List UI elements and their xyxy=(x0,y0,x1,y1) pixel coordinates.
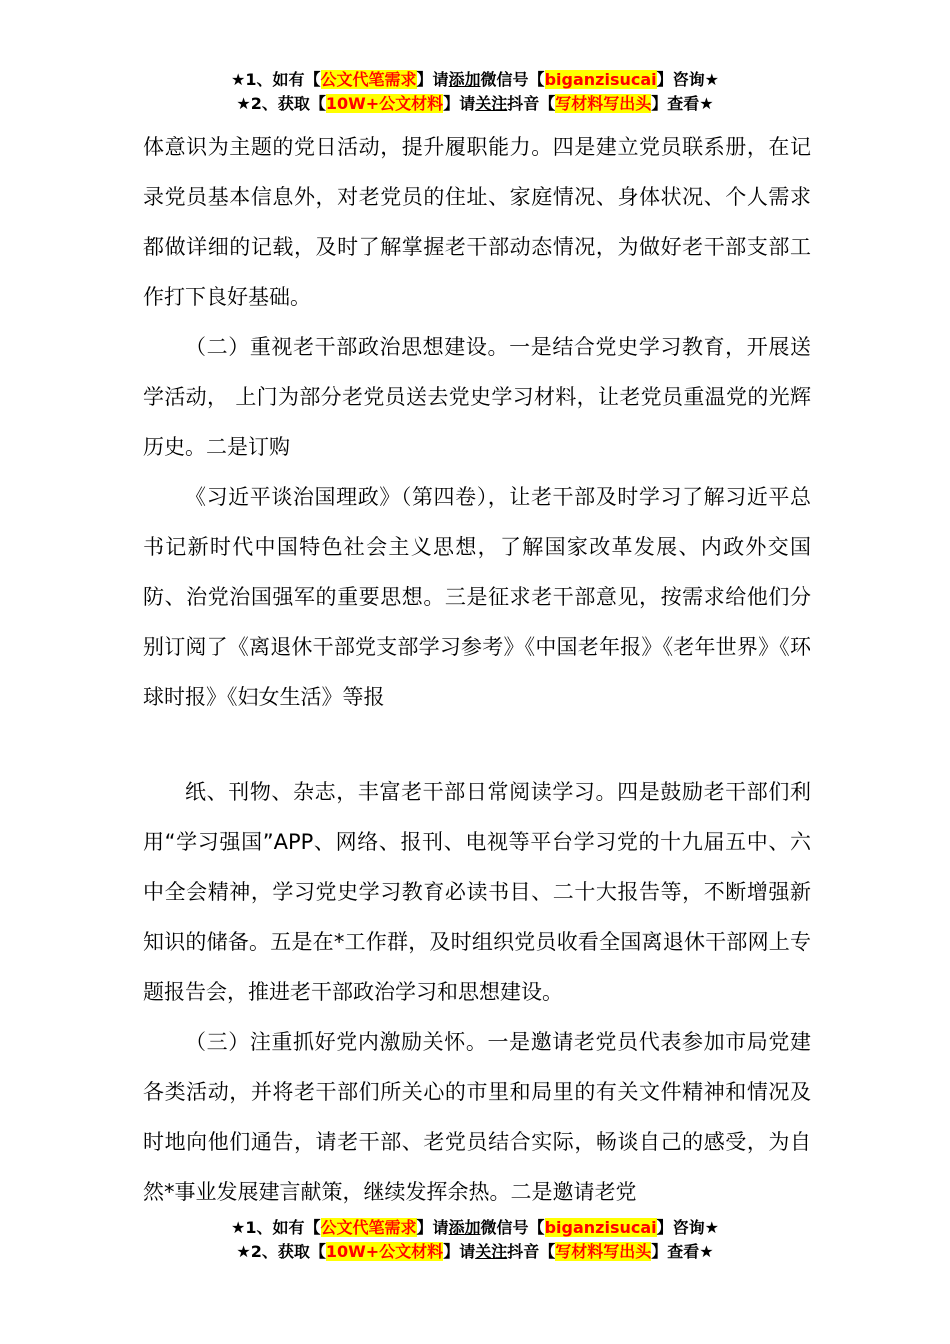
banner-text: 微信号【 xyxy=(480,1218,545,1237)
banner-text: 】查看★ xyxy=(651,1242,714,1261)
banner-text: 】请 xyxy=(416,1218,449,1237)
banner-text: 】查看★ xyxy=(651,94,714,113)
paragraph: （二）重视老干部政治思想建设。一是结合党史学习教育，开展送学活动， 上门为部分老党员送去党史学习材料，让老党员重温党的光辉历史。二是订购 xyxy=(143,335,811,459)
banner-text: ★2、获取【 xyxy=(236,94,326,113)
header-banner xyxy=(0,68,950,116)
banner-text: 微信号【 xyxy=(480,70,545,89)
banner-text: ★2、获取【 xyxy=(236,1242,326,1261)
paragraph: 《习近平谈治国理政》（第四卷），让老干部及时学习了解习近平总书记新时代中国特色社会主义思想，了解国家改革发展、内政外交国防、治党治国强军的重要思想。三是征求老干部意见，按需求给他们分别订阅了《离退休干部党支部学习参考》《中国老年报》《老年世界》《环球时报》《妇女生活》等报 xyxy=(143,485,811,709)
banner-highlight: 公文代笔需求 xyxy=(320,1218,417,1237)
banner-douyin-id: 写材料写出头 xyxy=(555,94,652,113)
banner-line-1 xyxy=(0,1216,950,1240)
paragraph: 体意识为主题的党日活动，提升履职能力。四是建立党员联系册，在记录党员基本信息外，对老党员的住址、家庭情况、身体状况、个人需求都做详细的记载，及时了解掌握老干部动态情况，为做好老干部支部工作打下良好基础。 xyxy=(143,135,811,309)
body-text-block-1 xyxy=(143,122,811,722)
banner-line-1 xyxy=(0,68,950,92)
banner-text: ★1、如有【 xyxy=(231,1218,321,1237)
banner-highlight: 公文代笔需求 xyxy=(320,70,417,89)
paragraph: 纸、刊物、杂志，丰富老干部日常阅读学习。四是鼓励老干部们利用“学习强国”APP、网络、报刊、电视等平台学习党的十九届五中、六中全会精神，学习党史学习教育必读书目、二十大报告等，不断增强新知识的储备。五是在*工作群，及时组织党员收看全国离退休干部网上专题报告会，推进老干部政治学习和思想建设。 xyxy=(143,780,811,1004)
banner-wechat-id: biganzisucai xyxy=(544,1218,657,1237)
banner-text: 】请 xyxy=(443,1242,476,1261)
body-text-block-2 xyxy=(143,767,811,1217)
banner-line-2 xyxy=(0,92,950,116)
banner-text: 】咨询★ xyxy=(656,1218,719,1237)
banner-wechat-id: biganzisucai xyxy=(544,70,657,89)
banner-text: 抖音【 xyxy=(507,1242,556,1261)
banner-text: 抖音【 xyxy=(507,94,556,113)
banner-underline: 添加 xyxy=(448,1218,481,1237)
paragraph: （三）注重抓好党内激励关怀。一是邀请老党员代表参加市局党建各类活动，并将老干部们所关心的市里和局里的有关文件精神和情况及时地向他们通告，请老干部、老党员结合实际，畅谈自己的感受，为自然*事业发展建言献策，继续发挥余热。二是邀请老党 xyxy=(143,1030,811,1204)
banner-underline: 添加 xyxy=(448,70,481,89)
banner-text: ★1、如有【 xyxy=(231,70,321,89)
banner-highlight: 10W+公文材料 xyxy=(325,94,444,113)
banner-text: 】请 xyxy=(443,94,476,113)
banner-text: 】请 xyxy=(416,70,449,89)
banner-underline: 关注 xyxy=(475,94,508,113)
banner-underline: 关注 xyxy=(475,1242,508,1261)
banner-line-2 xyxy=(0,1240,950,1264)
banner-text: 】咨询★ xyxy=(656,70,719,89)
banner-douyin-id: 写材料写出头 xyxy=(555,1242,652,1261)
footer-banner xyxy=(0,1216,950,1264)
banner-highlight: 10W+公文材料 xyxy=(325,1242,444,1261)
